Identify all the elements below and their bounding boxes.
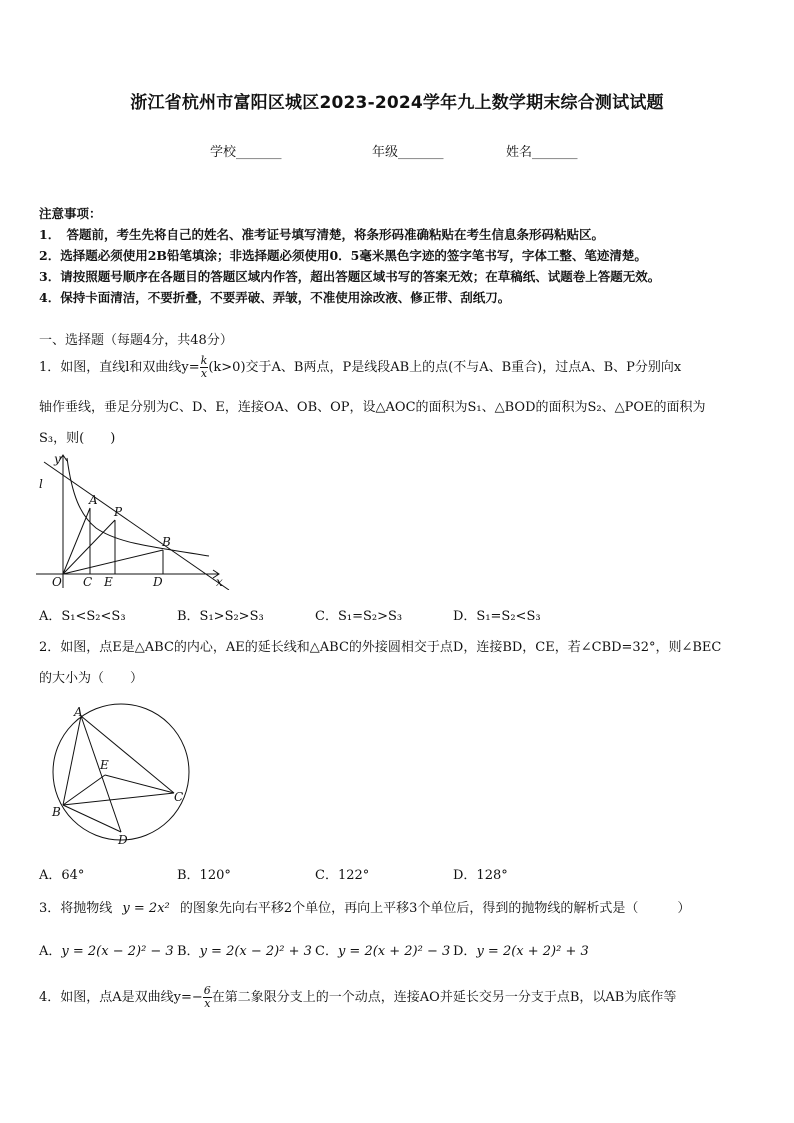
q3-option-a-label: A． — [39, 944, 62, 959]
label-A: A — [89, 493, 98, 507]
q3-option-b-label: B． — [177, 944, 200, 959]
segment-OA — [63, 508, 90, 574]
q3-option-c-expr: y = 2(x + 2)² − 3 — [337, 944, 451, 959]
label-B: B — [162, 535, 171, 549]
q2-line2: 的大小为（ ） — [39, 671, 144, 686]
q2-option-b: B．120° — [177, 868, 231, 883]
q3-option-d-label: D． — [453, 944, 477, 959]
label-A: A — [74, 705, 83, 719]
page-title: 浙江省杭州市富阳区城区2023-2024学年九上数学期末综合测试试题 — [130, 93, 664, 113]
segment-AC — [81, 716, 174, 793]
hyperbola — [67, 458, 209, 556]
line-l — [44, 462, 229, 590]
segment-AD — [81, 716, 121, 832]
label-D: D — [153, 575, 163, 589]
note-item: 3．请按照题号顺序在各题目的答题区域内作答，超出答题区域书写的答案无效；在草稿纸、试题卷上答题无效。 — [39, 269, 661, 284]
q3-text-post: 的图象先向右平移2个单位，再向上平移3个单位后，得到的抛物线的解析式是（ ） — [179, 901, 691, 916]
q1-figure — [34, 450, 234, 590]
school-field: 学校_______ — [210, 145, 282, 160]
q3-option-d — [453, 940, 589, 959]
q3-option-d-expr: y = 2(x + 2)² + 3 — [476, 944, 589, 959]
q4-line1 — [39, 985, 676, 1010]
segment-OP — [63, 520, 115, 574]
name-field: 姓名_______ — [506, 145, 578, 160]
segment-OB — [63, 550, 163, 574]
label-y: y — [54, 452, 61, 466]
q3-line1 — [39, 897, 690, 916]
q2-option-d: D．128° — [453, 868, 508, 883]
q1-text-pre: 1．如图，直线l和双曲线y= — [39, 360, 200, 375]
q2-line1: 2．如图，点E是△ABC的内心，AE的延长线和△ABC的外接圆相交于点D，连接BD，CE，若∠CBD=32°，则∠BEC — [39, 640, 722, 655]
q1-option-d: D．S₁=S₂<S₃ — [453, 609, 541, 624]
label-x: x — [216, 575, 223, 589]
note-item: 2．选择题必须使用2B铅笔填涂；非选择题必须使用0．5毫米黑色字迹的签字笔书写，字体工整、笔迹清楚。 — [39, 248, 647, 263]
label-O: O — [52, 575, 62, 589]
q2-option-c: C．122° — [315, 868, 370, 883]
label-C: C — [83, 575, 93, 589]
label-E: E — [104, 575, 113, 589]
segment-BE — [63, 775, 105, 805]
note-item: 1． 答题前，考生先将自己的姓名、准考证号填写清楚，将条形码准确粘贴在考生信息条形码粘贴区。 — [39, 227, 604, 242]
q4-frac-num: 6 — [203, 984, 211, 997]
q1-line1 — [39, 355, 681, 380]
q3-option-a — [39, 940, 174, 959]
q1-option-c: C．S₁=S₂>S₃ — [315, 609, 403, 624]
label-D: D — [118, 833, 128, 847]
q3-option-b — [177, 940, 312, 959]
segment-AB — [63, 716, 81, 805]
q3-option-a-expr: y = 2(x − 2)² − 3 — [61, 944, 174, 959]
q3-option-c-label: C． — [315, 944, 338, 959]
q3-formula: y = 2x² — [122, 901, 170, 916]
segment-BC — [63, 793, 174, 805]
q4-frac-den: x — [204, 997, 211, 1010]
grade-field: 年级_______ — [372, 145, 444, 160]
circumcircle — [53, 704, 189, 840]
q1-option-a: A．S₁<S₂<S₃ — [39, 609, 126, 624]
q1-frac-den: x — [200, 367, 208, 380]
q3-option-b-expr: y = 2(x − 2)² + 3 — [199, 944, 312, 959]
note-item: 4．保持卡面清洁，不要折叠，不要弄破、弄皱，不准使用涂改液、修正带、刮纸刀。 — [39, 290, 511, 305]
notes-heading: 注意事项： — [39, 206, 102, 221]
q2-option-a: A．64° — [39, 868, 85, 883]
label-C: C — [174, 790, 184, 804]
q1-line2: 轴作垂线，垂足分别为C、D、E，连接OA、OB、OP，设△AOC的面积为S₁、△BOD的面积为S₂、△POE的面积为 — [39, 400, 706, 415]
q3-text-pre: 3．将抛物线 — [39, 901, 113, 916]
section-heading: 一、选择题（每题4分，共48分） — [39, 333, 233, 348]
q1-text-post: (k>0)交于A、B两点，P是线段AB上的点(不与A、B重合)，过点A、B、P分别向x — [208, 360, 682, 375]
q4-text-post: 在第二象限分支上的一个动点，连接AO并延长交另一分支于点B，以AB为底作等 — [211, 990, 677, 1005]
q1-option-b: B．S₁>S₂>S₃ — [177, 609, 264, 624]
q1-line3: S₃，则( ) — [39, 431, 116, 446]
label-l: l — [39, 477, 43, 491]
label-E: E — [100, 758, 109, 772]
q1-frac-num: k — [200, 354, 208, 367]
q4-fraction — [203, 985, 212, 1010]
q4-text-pre: 4．如图，点A是双曲线y=− — [39, 990, 203, 1005]
q2-figure — [44, 702, 204, 852]
q3-option-c — [315, 940, 450, 959]
label-P: P — [114, 505, 123, 519]
label-B: B — [52, 805, 61, 819]
